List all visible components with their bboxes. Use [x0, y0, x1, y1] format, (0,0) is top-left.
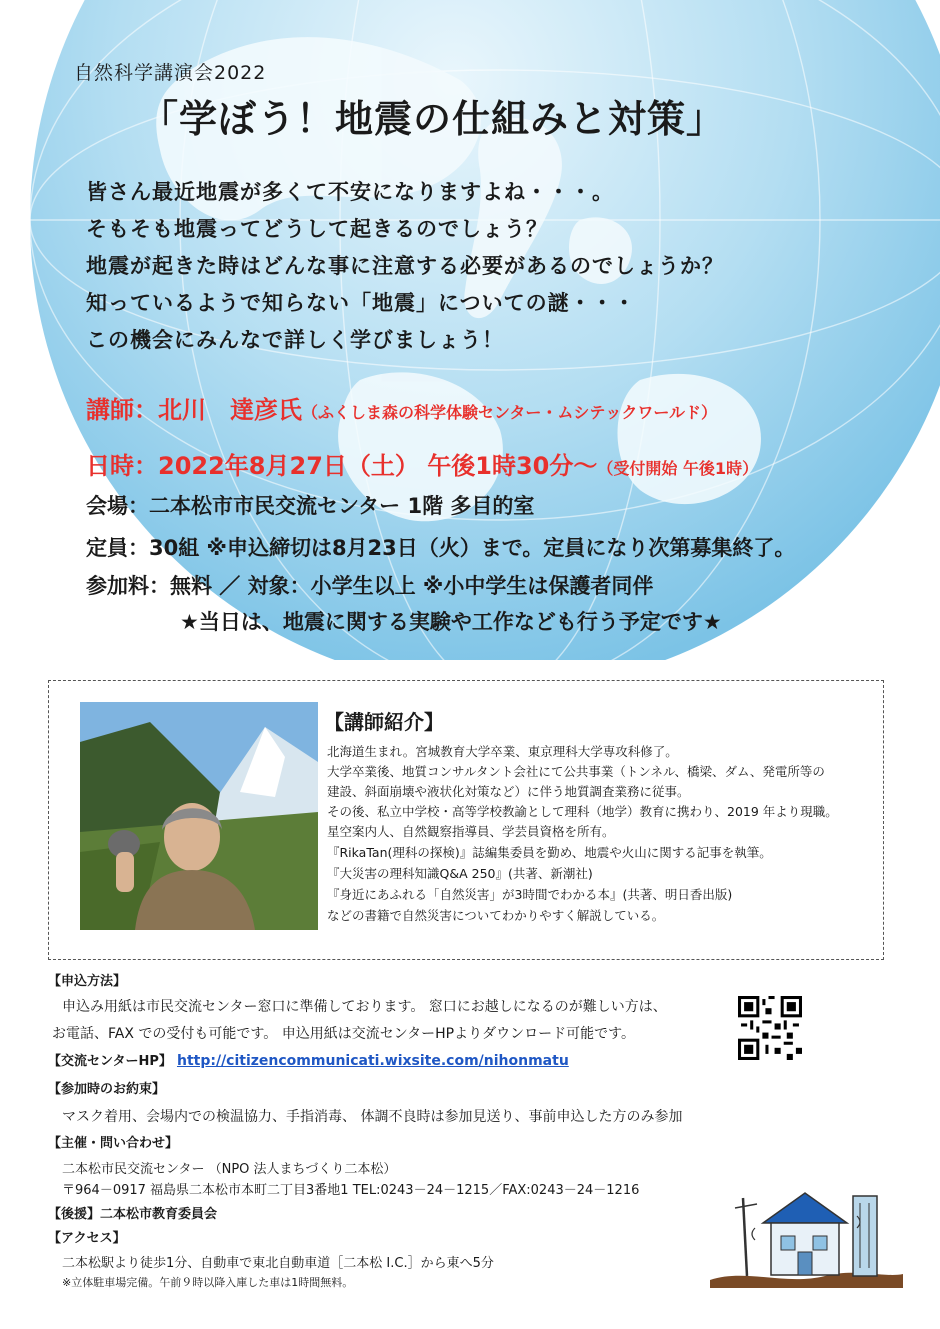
apply-heading: 【申込方法】 [48, 974, 127, 989]
access-line-2: ※立体駐車場完備。午前９時以降入庫した車は1時間無料。 [62, 1276, 354, 1289]
support-line: 【後援】二本松市教育委員会 [48, 1207, 218, 1222]
organizer-heading: 【主催・問い合わせ】 [48, 1136, 179, 1151]
lecturer-line [86, 390, 717, 425]
bio-line-1: 北海道生まれ。宮城教育大学卒業、東京理科大学専攻科修了。 [327, 744, 678, 759]
website-row [48, 1050, 569, 1069]
intro-line-2: そもそも地震ってどうして起きるのでしょう？ [86, 217, 548, 241]
fee-target: 参加料：無料 ／ 対象：小学生以上 ※小中学生は保護者同伴 [86, 574, 654, 598]
earthquake-house-illustration [705, 1168, 905, 1288]
website-heading: 【交流センターHP】 [48, 1054, 172, 1069]
bio-line-5: 星空案内人、自然観察指導員、学芸員資格を所有。 [327, 824, 615, 839]
rules-text: マスク着用、会場内での検温協力、手指消毒、 体調不良時は参加見送り、事前申込した方のみ参加 [62, 1109, 683, 1125]
page-title: 「学ぼう！地震の仕組みと対策」 [140, 97, 726, 141]
capacity: 定員：30組 ※申込締切は8月23日（火）まで。定員になり次第募集終了。 [86, 536, 796, 560]
bio-line-7: 『大災害の理科知識Q&A 250』(共著、新潮社) [327, 866, 593, 881]
organizer-name: 二本松市民交流センター （NPO 法人まちづくり二本松） [62, 1162, 397, 1177]
qr-code-icon[interactable] [738, 996, 802, 1060]
bio-line-9: などの書籍で自然災害についてわかりやすく解説している。 [327, 908, 665, 923]
datetime-line [86, 446, 758, 481]
lecturer-name: 講師：北川 達彦氏 [86, 396, 302, 424]
rules-heading: 【参加時のお約束】 [48, 1082, 166, 1097]
reception-time: （受付開始 午後1時） [597, 459, 759, 478]
lecturer-photo [80, 702, 318, 930]
access-heading: 【アクセス】 [48, 1231, 126, 1246]
bio-line-6: 『RikaTan(理科の探検)』誌編集委員を勤め、地震や火山に関する記事を執筆。 [327, 845, 772, 860]
bio-line-8: 『身近にあふれる「自然災害」が3時間でわかる本』(共著、明日香出版) [327, 887, 733, 902]
organizer-address: 〒964－0917 福島県二本松市本町二丁目3番地1 TEL:0243－24－1215／FAX:0243－24－1216 [62, 1183, 640, 1198]
apply-line-2: お電話、FAX での受付も可能です。 申込用紙は交流センターHPよりダウンロード可能です。 [52, 1026, 636, 1042]
access-line-1: 二本松駅より徒歩1分、自動車で東北自動車道［二本松 I.C.］から東へ5分 [62, 1256, 494, 1271]
bio-line-2: 大学卒業後、地質コンサルタント会社にて公共事業（トンネル、橋梁、ダム、発電所等の [327, 764, 825, 779]
bio-line-4: その後、私立中学校・高等学校教諭として理科（地学）教育に携わり、2019 年より現職。 [327, 804, 838, 819]
event-datetime: 日時：2022年8月27日（土） 午後1時30分～ [86, 452, 598, 480]
intro-line-3: 地震が起きた時はどんな事に注意する必要があるのでしょうか？ [86, 254, 724, 278]
event-note: ★当日は、地震に関する実験や工作なども行う予定です★ [180, 610, 722, 634]
bio-heading: 【講師紹介】 [324, 710, 444, 734]
venue: 会場：二本松市市民交流センター 1階 多目的室 [86, 494, 535, 518]
intro-line-5: この機会にみんなで詳しく学びましょう！ [86, 328, 504, 352]
website-link[interactable]: http://citizencommunicati.wixsite.com/nihonmatu [176, 1053, 569, 1069]
intro-line-4: 知っているようで知らない「地震」についての謎・・・ [86, 291, 636, 315]
lecturer-affiliation: （ふくしま森の科学体験センター・ムシテックワールド） [302, 403, 718, 422]
bio-line-3: 建設、斜面崩壊や液状化対策など）に伴う地質調査業務に従事。 [327, 784, 690, 799]
apply-line-1: 申込み用紙は市民交流センター窓口に準備しております。 窓口にお越しになるのが難しい方は、 [62, 999, 667, 1015]
event-series: 自然科学講演会2022 [74, 62, 267, 84]
intro-line-1: 皆さん最近地震が多くて不安になりますよね・・・。 [86, 180, 614, 204]
